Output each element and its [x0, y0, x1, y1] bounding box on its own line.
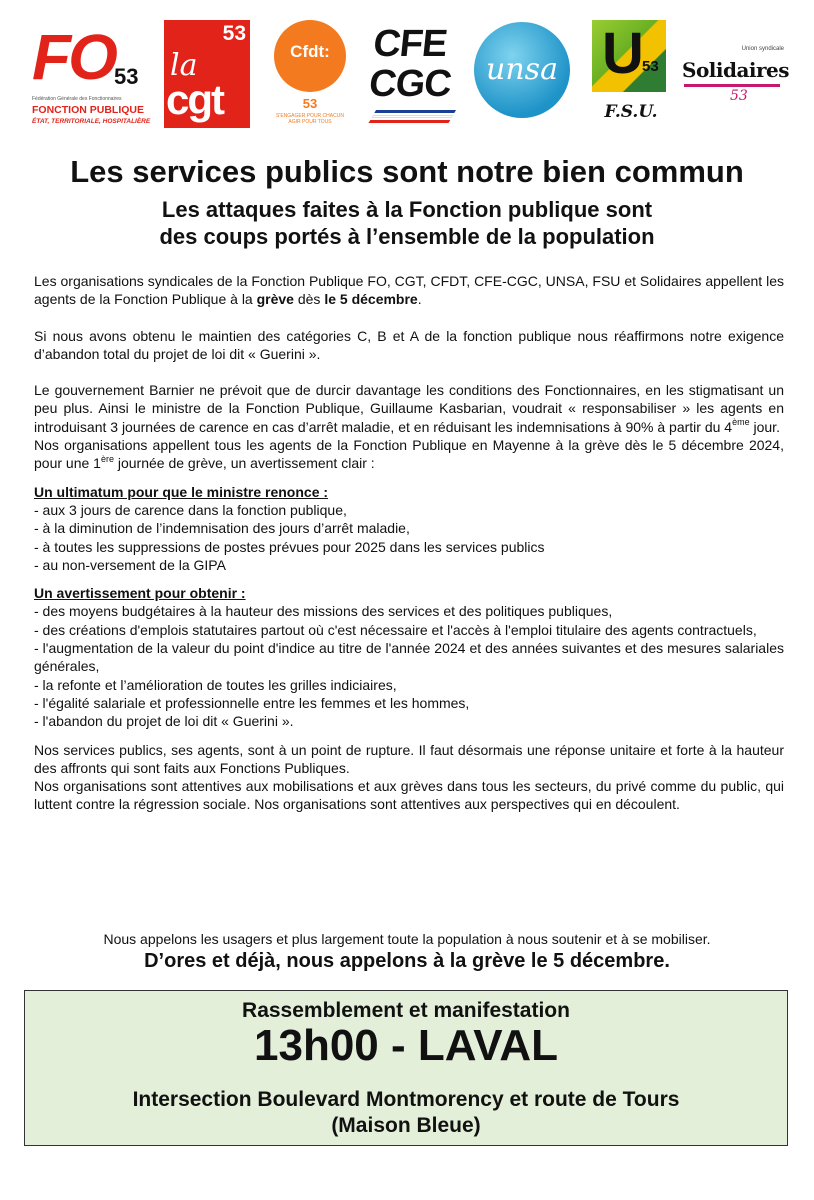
fo-logo [30, 21, 151, 128]
avertissement-title: Un avertissement pour obtenir : [34, 585, 246, 602]
event-box [24, 990, 788, 1146]
intro-text: Les organisations syndicales de la Fonction Publique FO, CGT, CFDT, CFE-CGC, UNSA, FSU et Solidaires appellent les agents de la Fonction Publique à la [34, 273, 784, 308]
cfe-cgc-logo [362, 20, 458, 128]
mayenne-paragraph [34, 436, 784, 473]
tract-body [34, 272, 784, 814]
cfdt-logo-tagline: S'ENGAGER POUR CHACUN AGIR POUR TOUS [276, 113, 344, 125]
guerini-paragraph: Si nous avons obtenu le maintien des catégories C, B et A de la fonction publique nous réaffirmons notre exigence d’abandon total du projet de loi dit « Guerini ». [34, 327, 784, 362]
cfdt-logo-mark: Cfdt: [290, 42, 330, 61]
cgt-logo-number: 53 [222, 22, 246, 45]
fo-logo-number: 53 [114, 64, 139, 89]
solidaires-logo-mark: Solidaires [682, 58, 790, 82]
unsa-logo [474, 22, 570, 118]
intro-end: . [417, 291, 422, 308]
fsu-logo-mark: U [602, 21, 644, 86]
mobilisations-paragraph: Nos organisations sont attentives aux mobilisations et aux grèves dans tous les secteurs, du privé comme du public, qui luttent contre la régression sociale. Nos organisations sont attentives aux perspectives qui en découlent. [34, 778, 784, 813]
subheadline: Les attaques faites à la Fonction publique sont des coups portés à l’ensemble de la population [159, 197, 655, 249]
barnier-end: jour. [749, 418, 780, 435]
fo-logo-tagline: ÉTAT, TERRITORIALE, HOSPITALIÈRE [32, 118, 151, 125]
solidaires-logo-bar [684, 84, 780, 87]
barnier-text: Le gouvernement Barnier ne prévoit que de durcir davantage les conditions des Fonctionnaires, en les stigmatisant un peu plus. Ainsi le ministre de la Fonction Publique, Guillaume Kasbarian, voudrait « responsabiliser » les agents en introduisant 3 journées de carence en cas d’arrêt maladie, et en réduisant les indemnisations à 90% à partir du 4 [34, 382, 784, 435]
event-location-line1: Intersection Boulevard Montmorency et route de Tours [132, 1088, 680, 1111]
event-title: Rassemblement et manifestation [242, 999, 570, 1022]
intro-bold-date: le 5 décembre [324, 291, 418, 308]
fsu-logo [588, 20, 674, 130]
cgt-logo-la: la [170, 48, 198, 83]
ultimatum-title: Un ultimatum pour que le ministre renonce : [34, 483, 329, 500]
mayenne-end: journée de grève, un avertissement clair : [113, 455, 375, 472]
unsa-logo-mark: unsa [486, 52, 558, 87]
ultimatum-list [34, 501, 784, 574]
list-item: - des moyens budgétaires à la hauteur des missions des services et des politiques publiques, [34, 603, 613, 620]
headline: Les services publics sont notre bien commun [70, 154, 744, 189]
list-item: - à toutes les suppressions de postes prévues pour 2025 dans les services publics [34, 538, 545, 555]
cfe-cgc-logo-line2: CGC [367, 63, 453, 105]
list-item: - l'égalité salariale et professionnelle entre les femmes et les hommes, [34, 694, 470, 711]
event-location-line2: (Maison Bleue) [331, 1114, 481, 1137]
cfdt-logo-number: 53 [302, 96, 318, 111]
solidaires-logo-small-text: Union syndicale [741, 46, 784, 52]
solidaires-logo-number: 53 [730, 88, 748, 104]
list-item: - l'abandon du projet de loi dit « Guerini ». [34, 713, 294, 730]
strike-call: D’ores et déjà, nous appelons à la grève le 5 décembre. [144, 950, 670, 972]
event-location [25, 1087, 787, 1139]
support-call: Nous appelons les usagers et plus largement toute la population à nous soutenir et à se mobiliser. [103, 931, 711, 947]
fsu-logo-label: F.S.U. [604, 102, 658, 122]
list-item: - aux 3 jours de carence dans la fonction publique, [34, 501, 347, 518]
barnier-paragraph [34, 381, 784, 436]
avertissement-list [34, 602, 784, 730]
fo-logo-label: FONCTION PUBLIQUE [32, 104, 144, 116]
rupture-paragraph: Nos services publics, ses agents, sont à un point de rupture. Il faut désormais une réponse unitaire et forte à la hauteur des affronts qui sont faits aux Fonctions Publiques. [34, 741, 784, 776]
fsu-logo-number: 53 [642, 58, 659, 75]
list-item: - au non-versement de la GIPA [34, 556, 226, 573]
union-logos-row [30, 16, 790, 134]
solidaires-logo [682, 46, 790, 116]
barnier-sup: ème [732, 417, 750, 428]
mayenne-text: Nos organisations appellent tous les agents de la Fonction Publique en Mayenne à la grève dès le 5 décembre 2024, pour une 1 [34, 437, 784, 472]
cfe-cgc-tricolor-stripes [368, 110, 456, 124]
event-time-place: 13h00 - LAVAL [254, 1021, 558, 1070]
cfe-cgc-logo-line1: CFE [371, 23, 449, 65]
mayenne-sup: ère [100, 453, 114, 464]
cfdt-logo [274, 20, 348, 132]
cgt-logo [164, 20, 250, 128]
fo-logo-small-text: Fédération Générale des Fonctionnaires [32, 96, 122, 102]
list-item: - à la diminution de l’indemnisation des jours d’arrêt maladie, [34, 520, 410, 537]
intro-bold-strike: grève [256, 291, 294, 308]
list-item: - des créations d'emplois statutaires partout où c'est nécessaire et l'accès à l'emploi titulaire des agents contractuels, [34, 621, 757, 638]
intro-paragraph [34, 272, 784, 309]
cgt-logo-mark: cgt [166, 76, 223, 123]
intro-mid: dès [293, 291, 325, 308]
list-item: - l'augmentation de la valeur du point d'indice au titre de l'année 2024 et des années suivantes et des mesures salariales générales, [34, 640, 784, 675]
fo-logo-mark: FO [32, 21, 115, 93]
list-item: - la refonte et l’amélioration de toutes les grilles indiciaires, [34, 676, 397, 693]
